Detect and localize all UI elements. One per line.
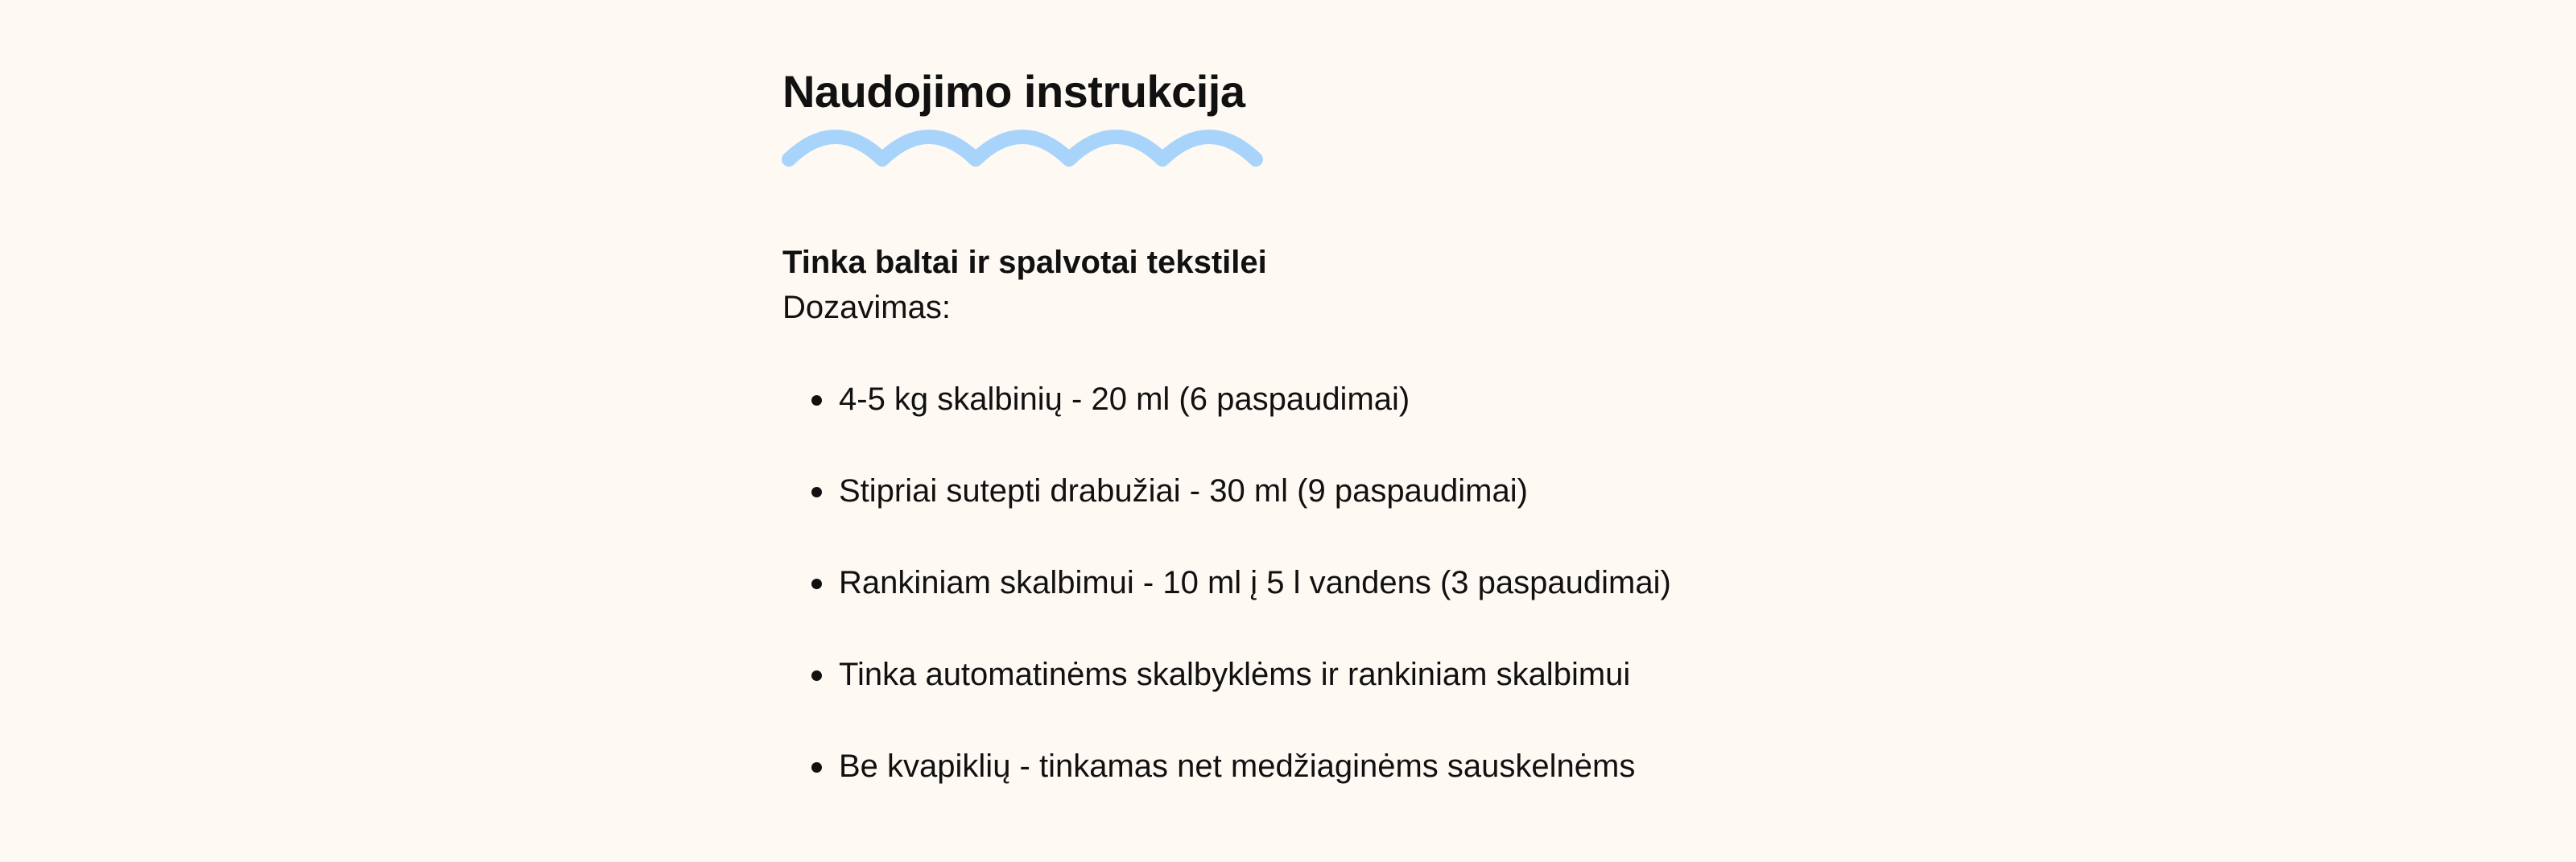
dosage-label: Dozavimas: [782, 290, 951, 325]
list-item-text: 4-5 kg skalbinių - 20 ml (6 paspaudimai) [839, 382, 1410, 417]
list-item [782, 467, 1671, 559]
list-item-text: Stipriai sutepti drabužiai - 30 ml (9 paspaudimai) [839, 473, 1528, 509]
section-title: Naudojimo instrukcija [782, 66, 1245, 117]
list-item [782, 375, 1671, 467]
list-item-text: Rankiniam skalbimui - 10 ml į 5 l vandens (3 paspaudimai) [839, 565, 1671, 600]
bullet-dot-icon [811, 670, 822, 681]
dosage-list [782, 375, 1671, 834]
textile-subtitle: Tinka baltai ir spalvotai tekstilei [782, 245, 1267, 280]
list-item-text: Tinka automatinėms skalbyklėms ir rankiniam skalbimui [839, 657, 1631, 692]
list-item [782, 650, 1671, 742]
bullet-dot-icon [811, 762, 822, 773]
list-item [782, 559, 1671, 650]
list-item [782, 742, 1671, 834]
bullet-dot-icon [811, 579, 822, 589]
bullet-dot-icon [811, 395, 822, 406]
list-item-text: Be kvapiklių - tinkamas net medžiaginėms sauskelnėms [839, 749, 1636, 784]
wave-decoration-icon [774, 121, 1290, 177]
bullet-dot-icon [811, 487, 822, 497]
